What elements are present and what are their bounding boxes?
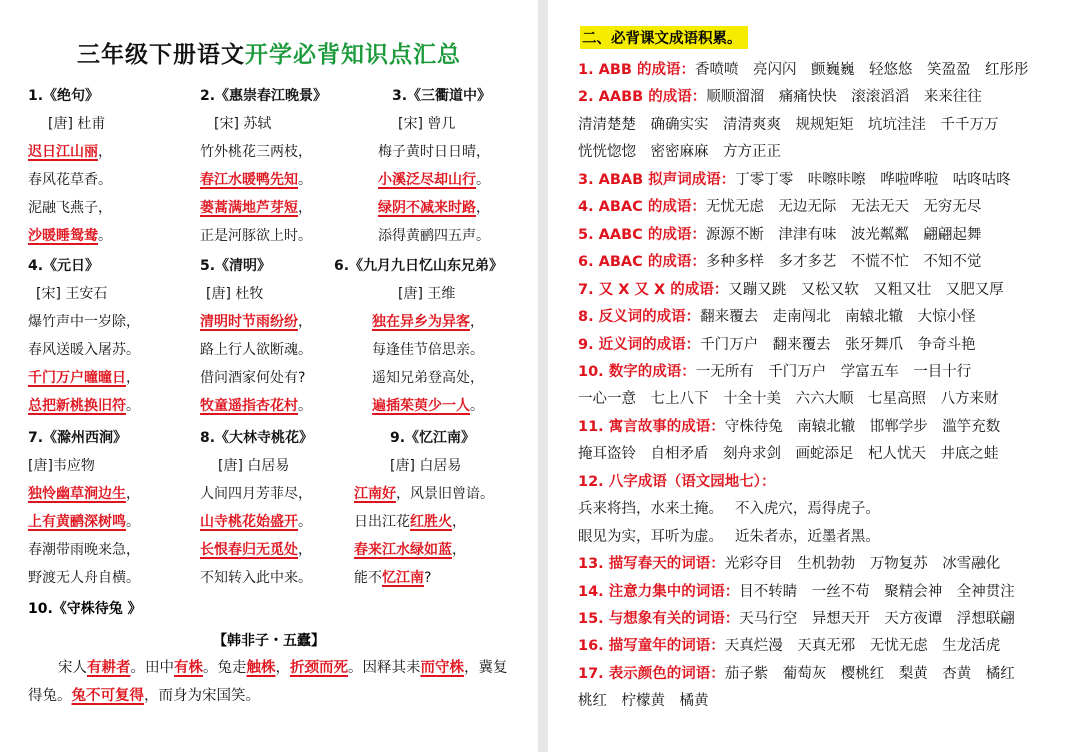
poem-line [28, 540, 198, 560]
key-phrase: 长恨春归无觅处 [200, 542, 298, 558]
key-phrase: 折颈而死 [290, 660, 348, 676]
idiom-category-row [578, 168, 1074, 192]
idiom-text: 千门万户 翻来覆去 张牙舞爪 争奇斗艳 [700, 336, 976, 353]
category-label: 14. 注意力集中的词语： [578, 583, 740, 600]
poem-line [378, 170, 538, 190]
category-label: 3. ABAB 拟声词成语： [578, 171, 736, 188]
text-segment: ， [476, 200, 490, 216]
title-part-green: 开学必背知识点汇总 [245, 42, 461, 68]
text-segment: 。 [298, 172, 312, 188]
text-segment: 春风送暖入屠苏。 [28, 342, 140, 358]
poem-title: 7.《滁州西涧》 [28, 430, 128, 446]
idiom-text: 又蹦又跳 又松又软 又粗又壮 又肥又厚 [728, 281, 1004, 298]
key-phrase: 春来江水绿如蓝 [354, 542, 452, 558]
idiom-category-row [578, 278, 1074, 302]
poem-title: 9.《忆江南》 [390, 430, 476, 446]
text-segment: 。兔走 [203, 660, 247, 676]
idiom-text: 茄子紫 葡萄灰 樱桃红 梨黄 杏黄 橘红 [724, 665, 1015, 682]
key-phrase: 清明时节雨纷纷 [200, 314, 298, 330]
poem-4 [28, 256, 198, 416]
poem-line [354, 540, 524, 560]
poem-1 [28, 86, 198, 246]
category-label: 16. 描写童年的词语： [578, 638, 725, 655]
key-phrase: 而守株 [420, 660, 464, 676]
text-segment: 泥融飞燕子， [28, 200, 112, 216]
category-label: 7. 又 X 又 X 的成语： [578, 281, 729, 298]
text-segment: 。田中 [130, 660, 174, 676]
text-segment: 遥知兄弟登高处， [372, 370, 484, 386]
section-title: 二、必背课文成语积累。 [580, 26, 748, 49]
idiom-text: 天马行空 异想天开 天方夜谭 浮想联翩 [739, 611, 1015, 627]
poem-line [28, 484, 198, 504]
poem-8 [200, 428, 370, 588]
text-segment: 借问酒家何处有? [200, 370, 306, 386]
poem-line [200, 142, 370, 162]
poem-6 [334, 256, 534, 416]
idiom-text: 翻来覆去 走南闯北 南辕北辙 大惊小怪 [700, 309, 976, 326]
text-segment: 正是河豚欲上时。 [200, 228, 312, 244]
key-phrase: 迟日江山丽 [28, 144, 98, 160]
key-phrase: 总把新桃换旧符 [28, 398, 126, 414]
idiom-continuation-row [578, 387, 1074, 411]
key-phrase: 遍插茱萸少一人 [372, 398, 470, 414]
key-phrase: 触株 [246, 660, 276, 676]
poem-line [334, 396, 534, 416]
poem-line [28, 368, 198, 388]
category-label: 13. 描写春天的词语： [578, 556, 725, 573]
right-page [548, 0, 1080, 752]
text-segment: 每逢佳节倍思亲。 [372, 342, 484, 358]
key-phrase: 忆江南 [382, 570, 424, 586]
text-segment: ， [98, 144, 112, 160]
text-segment: ， [275, 660, 290, 676]
idiom-category-row [578, 360, 1074, 384]
key-phrase: 有株 [174, 660, 203, 676]
text-segment: 。 [126, 398, 140, 414]
key-phrase: 江南好 [354, 486, 396, 502]
key-phrase: 蒌蒿满地芦芽短 [200, 200, 298, 216]
poem-line [200, 484, 370, 504]
text-segment: 。 [298, 514, 312, 530]
key-phrase: 沙暖睡鸳鸯 [28, 228, 98, 244]
poem-author: [宋] 苏轼 [214, 116, 272, 132]
poem-line [378, 198, 538, 218]
idiom-category-row [578, 662, 1074, 686]
title-part-black: 三年级下册语文 [77, 42, 245, 68]
category-label: 11. 寓言故事的成语： [578, 418, 725, 435]
text-segment: 爆竹声中一岁除， [28, 314, 140, 330]
poem-line [334, 340, 534, 360]
text-segment: ，而身为宋国笑。 [144, 688, 260, 704]
idiom-text: 桃红 柠檬黄 橘黄 [578, 693, 709, 710]
poem-line [28, 396, 198, 416]
idiom-text: 丁零丁零 咔嚓咔嚓 哗啦哗啦 咕咚咕咚 [735, 171, 1011, 188]
text-segment: ，风景旧曾谙。 [396, 486, 494, 502]
idiom-category-row [578, 634, 1074, 658]
idiom-category-row [578, 58, 1074, 82]
poem-line [354, 484, 524, 504]
idiom-category-row [578, 195, 1074, 219]
text-segment: ，冀复得兔。 [28, 660, 508, 704]
text-segment: ? [424, 570, 432, 586]
key-phrase: 红胜火 [410, 514, 452, 530]
idiom-text: 兵来将挡，水来土掩。 不入虎穴，焉得虎子。 [578, 501, 880, 518]
category-label: 15. 与想象有关的词语： [578, 611, 740, 627]
idiom-continuation-row [578, 497, 1074, 521]
idiom-text: 顺顺溜溜 痛痛快快 滚滚滔滔 来来往往 [706, 89, 982, 106]
poem-line [28, 198, 198, 218]
idiom-category-row [578, 607, 1074, 631]
idiom-continuation-row [578, 140, 1074, 164]
idiom-category-row [578, 580, 1074, 604]
text-segment: 添得黄鹂四五声。 [378, 228, 490, 244]
text-segment: 。 [470, 398, 484, 414]
idiom-text: 目不转睛 一丝不苟 聚精会神 全神贯注 [739, 583, 1015, 600]
poem-line [200, 540, 370, 560]
text-segment: ， [298, 200, 312, 216]
idiom-category-row [578, 85, 1074, 109]
key-phrase: 独在异乡为异客 [372, 314, 470, 330]
idiom-text: 源源不断 津津有味 波光粼粼 翩翩起舞 [705, 226, 982, 243]
document-title [0, 36, 538, 69]
idiom-continuation-row [578, 113, 1074, 137]
poem-author: [唐] 白居易 [218, 458, 290, 474]
text-segment: ， [126, 370, 140, 386]
text-segment: 春风花草香。 [28, 172, 112, 188]
poem-author: [唐] 杜牧 [206, 286, 264, 302]
key-phrase: 春江水暖鸭先知 [200, 172, 298, 188]
text-segment: 能不 [354, 570, 382, 586]
poem-author: [宋] 王安石 [36, 286, 108, 302]
key-phrase: 独怜幽草涧边生 [28, 486, 126, 502]
category-label: 10. 数字的成语： [578, 363, 696, 380]
idiom-continuation-row [578, 525, 1074, 549]
poem-line [28, 340, 198, 360]
poem-title: 4.《元日》 [28, 258, 100, 274]
key-phrase: 千门万户曈曈日 [28, 370, 126, 386]
poem-line [200, 226, 370, 246]
category-label: 4. ABAC 的成语： [578, 199, 706, 216]
idiom-text: 一心一意 七上八下 十全十美 六六大顺 七星高照 八方来财 [578, 391, 999, 408]
text-segment: 野渡无人舟自横。 [28, 570, 140, 586]
poem-line [28, 142, 198, 162]
idiom-text: 守株待兔 南辕北辙 邯郸学步 滥竽充数 [724, 418, 1001, 435]
poem-line [378, 142, 538, 162]
text-segment: 宋人 [58, 660, 87, 676]
poem-author: [唐] 王维 [398, 286, 456, 302]
idiom-text: 光彩夺目 生机勃勃 万物复苏 冰雪融化 [724, 556, 1001, 573]
text-segment: 人间四月芳菲尽， [200, 486, 312, 502]
idiom-text: 无忧无虑 无边无际 无法无天 无穷无尽 [705, 199, 982, 216]
poem-line [28, 170, 198, 190]
poem-line [28, 512, 198, 532]
left-page [0, 0, 538, 752]
idiom-category-row [578, 552, 1074, 576]
text-segment: ， [298, 542, 312, 558]
key-phrase: 上有黄鹂深树鸣 [28, 514, 126, 530]
text-segment: 梅子黄时日日晴， [378, 144, 490, 160]
poem-title: 8.《大林寺桃花》 [200, 430, 314, 446]
poem-line [354, 512, 524, 532]
text-segment: 春潮带雨晚来急， [28, 542, 140, 558]
text-segment: ， [452, 542, 466, 558]
idiom-text: 多种多样 多才多艺 不慌不忙 不知不觉 [705, 254, 982, 271]
key-phrase: 有耕者 [87, 660, 131, 676]
poem-9 [354, 428, 524, 588]
idiom-text: 清清楚楚 确确实实 清清爽爽 规规矩矩 坑坑洼洼 千千万万 [578, 116, 999, 133]
poem-line [334, 368, 534, 388]
idiom-category-row [578, 223, 1074, 247]
idiom-text: 恍恍惚惚 密密麻麻 方方正正 [578, 144, 781, 161]
text-segment: 。 [98, 228, 112, 244]
idiom-category-row [578, 250, 1074, 274]
idiom-continuation-row [578, 442, 1074, 466]
poem-7 [28, 428, 198, 588]
text-segment: 日出江花 [354, 514, 410, 530]
poem-title: 6.《九月九日忆山东兄弟》 [334, 258, 504, 274]
idiom-text: 香喷喷 亮闪闪 颤巍巍 轻悠悠 笑盈盈 红彤彤 [695, 62, 1029, 78]
poem-author: [宋] 曾几 [398, 116, 456, 132]
key-phrase: 小溪泛尽却山行 [378, 172, 476, 188]
poem-line [200, 170, 370, 190]
poem-line [200, 512, 370, 532]
poem-line [28, 226, 198, 246]
text-segment: ， [452, 514, 466, 530]
text-segment: 。 [298, 398, 312, 414]
category-label: 12. 八字成语（语文园地七）： [578, 473, 776, 490]
key-phrase: 兔不可复得 [71, 688, 144, 704]
text-segment: 。因释其耒 [348, 660, 421, 676]
text-segment: 路上行人欲断魂。 [200, 342, 312, 358]
category-label: 1. ABB 的成语： [578, 62, 696, 78]
idiom-category-row [578, 333, 1074, 357]
text-segment: ， [126, 486, 140, 502]
poem-line [334, 312, 534, 332]
text-segment: 。 [476, 172, 490, 188]
idiom-text: 掩耳盗铃 自相矛盾 刻舟求剑 画蛇添足 杞人忧天 井底之蛙 [578, 446, 999, 463]
poem-line [354, 568, 524, 588]
text-segment: ， [298, 314, 312, 330]
text-segment: ， [470, 314, 484, 330]
category-label: 17. 表示颜色的词语： [578, 665, 725, 682]
poem-2 [200, 86, 370, 246]
idiom-continuation-row [578, 689, 1074, 713]
category-label: 9. 近义词的成语： [578, 336, 701, 353]
poem-line [200, 568, 370, 588]
category-label: 5. AABC 的成语： [578, 226, 706, 243]
poem-title: 3.《三衢道中》 [392, 88, 492, 104]
poem-10-text [28, 654, 518, 710]
poem-line [28, 568, 198, 588]
idiom-text: 天真烂漫 天真无邪 无忧无虑 生龙活虎 [724, 638, 1001, 655]
poem-author: [唐] 白居易 [390, 458, 462, 474]
poem-line [28, 312, 198, 332]
poem-10-source: 【韩非子・五蠹】 [213, 633, 325, 649]
idiom-text: 眼见为实，耳听为虚。 近朱者赤，近墨者黑。 [578, 528, 880, 545]
text-segment: 不知转入此中来。 [200, 570, 312, 586]
idiom-category-row [578, 415, 1074, 439]
poem-10-title: 10.《守株待兔 》 [28, 601, 142, 617]
poem-title: 1.《绝句》 [28, 88, 100, 104]
idiom-category-row [578, 305, 1074, 329]
poem-author: [唐] 杜甫 [48, 116, 106, 132]
poem-title: 2.《惠崇春江晚景》 [200, 88, 328, 104]
poem-3 [378, 86, 538, 246]
poem-author: [唐]韦应物 [28, 458, 95, 474]
category-label: 2. AABB 的成语： [578, 89, 707, 106]
category-label: 8. 反义词的成语： [578, 309, 701, 326]
category-label: 6. ABAC 的成语： [578, 254, 706, 271]
poem-title: 5.《清明》 [200, 258, 272, 274]
key-phrase: 山寺桃花始盛开 [200, 514, 298, 530]
key-phrase: 牧童遥指杏花村 [200, 398, 298, 414]
idiom-category-row [578, 470, 1074, 494]
text-segment: 。 [126, 514, 140, 530]
poem-line [378, 226, 538, 246]
idiom-text: 一无所有 千门万户 学富五车 一目十行 [695, 363, 972, 380]
poem-line [200, 198, 370, 218]
key-phrase: 绿阴不减来时路 [378, 200, 476, 216]
text-segment: 竹外桃花三两枝， [200, 144, 312, 160]
